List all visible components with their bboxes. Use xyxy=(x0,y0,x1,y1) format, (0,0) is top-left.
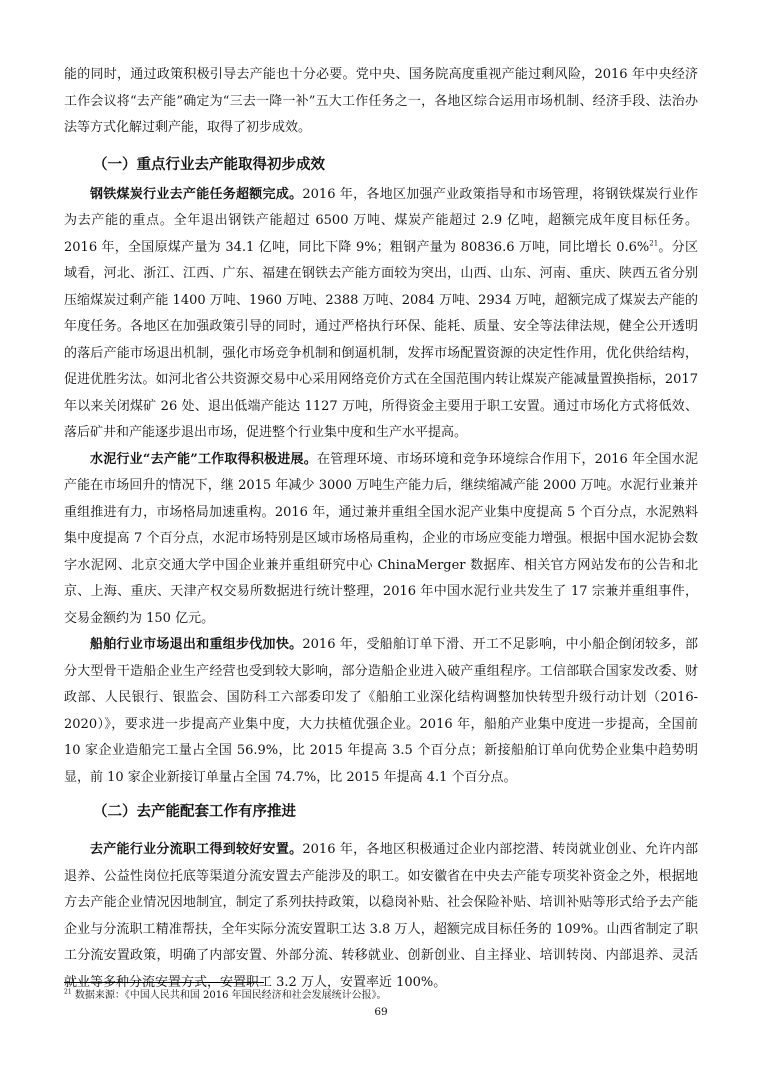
paragraph-lead: 水泥行业“去产能”工作取得积极进展。 xyxy=(90,451,317,467)
paragraph-shipbuilding xyxy=(64,632,698,791)
page-number: 69 xyxy=(374,1006,388,1018)
footnote-number: 21 xyxy=(64,988,72,996)
paragraph-worker-placement xyxy=(64,837,698,996)
section-heading-1: （一）重点行业去产能取得初步成效 xyxy=(93,156,325,173)
paragraph-text: 。分区域看，河北、浙江、江西、广东、福建在钢铁去产能方面较为突出，山西、山东、河南、重庆、陕西五省分别压缩煤炭过剩产能 1400 万吨、1960 万吨、2388 万吨、2084 万吨、2934 万吨，超额完成了煤炭去产能的年度任务。各地区在加强政策引导的同时，通过严格执行环保、能耗、质量、安全等法律法规，健全公开透明的落后产能市场退出机制，强化市场竞争机制和倒逼机制，发挥市场配置资源的决定性作用，优化供给结构，促进优胜劣汰。如河北省公共资源交易中心采用网络竞价方式在全国范围内转让煤炭产能减量置换指标，2017 年以来关闭煤矿 26 处、退出低端产能达 1127 万吨，所得资金主要用于职工安置。通过市场化方式将低效、落后矿井和产能逐步退出市场，促进整个行业集中度和生产水平提高。 xyxy=(64,239,698,440)
paragraph-lead: 船舶行业市场退出和重组步伐加快。 xyxy=(90,637,303,652)
section-heading-2: （二）去产能配套工作有序推进 xyxy=(93,804,296,820)
paragraph-steel-coal xyxy=(64,182,698,447)
footnote-ref[interactable]: 21 xyxy=(649,239,659,248)
paragraph-text: 2016 年，各地区积极通过企业内部挖潜、转岗就业创业、允许内部退养、公益性岗位托底等渠道分流安置去产能涉及的职工。如安徽省在中央去产能专项奖补资金之外，根据地方去产能企业情况因地制宜，制定了系列扶持政策，以稳岗补贴、社会保险补贴、培训补贴等形式给予去产能企业与分流职工精准帮扶，全年实际分流安置职工达 3.8 万人，超额完成目标任务的 109%。山西省制定了职工分流安置政策，明确了内部安置、外部分流、转移就业、创新创业、自主择业、培训转岗、内部退养、灵活就业等多种分流安置方式，安置职工 3.2 万人，安置率近 100%。 xyxy=(64,842,698,990)
paragraph-lead: 去产能行业分流职工得到较好安置。 xyxy=(90,842,303,857)
paragraph-lead: 钢铁煤炭行业去产能任务超额完成。 xyxy=(90,186,303,202)
page-body xyxy=(64,62,698,996)
paragraph-text: 在管理环境、市场环境和竞争环境综合作用下，2016 年全国水泥产能在市场回升的情况下，继 2015 年减少 3000 万吨生产能力后，继续缩减产能 2000 万吨。水泥行业兼并重组推进有力，市场格局加速重构。2016 年，通过兼并重组全国水泥产业集中度提高 5 个百分点，水泥熟料集中度提高 7 个百分点，水泥市场特别是区域市场格局重构，企业的市场应变能力增强。根据中国水泥协会数字水泥网、北京交通大学中国企业兼并重组研究中心 ChinaMerger 数据库、相关官方网站发布的公告和北京、上海、重庆、天津产权交易所数据进行统计整理，2016 年中国水泥行业共发生了 17 宗兼并重组事件，交易金额约为 150 亿元。 xyxy=(64,451,698,626)
footnote-divider xyxy=(64,982,264,983)
paragraph-text: 2016 年，各地区加强产业政策指导和市场管理，将钢铁煤炭行业作为去产能的重点。全年退出钢铁产能超过 6500 万吨、煤炭产能超过 2.9 亿吨，超额完成年度目标任务。2016 年，全国原煤产量为 34.1 亿吨，同比下降 9%；粗钢产量为 80836.6 万吨，同比增长 0.6% xyxy=(64,186,698,255)
footnote xyxy=(64,988,698,1004)
intro-paragraph: 能的同时，通过政策积极引导去产能也十分必要。党中央、国务院高度重视产能过剩风险，2016 年中央经济工作会议将“去产能”确定为“三去一降一补”五大工作任务之一，各地区综合运用市场机制、经济手段、法治办法等方式化解过剩产能，取得了初步成效。 xyxy=(64,67,698,135)
paragraph-cement xyxy=(64,447,698,633)
paragraph-text: 2016 年，受船舶订单下滑、开工不足影响，中小船企倒闭较多，部分大型骨干造船企业生产经营也受到较大影响，部分造船企业进入破产重组程序。工信部联合国家发改委、财政部、人民银行、银监会、国防科工六部委印发了《船舶工业深化结构调整加快转型升级行动计划（2016-2020）》，要求进一步提高产业集中度，大力扶植优强企业。2016 年，船舶产业集中度进一步提高，全国前 10 家企业造船完工量占全国 56.9%，比 2015 年提高 3.5 个百分点；新接船舶订单向优势企业集中趋势明显，前 10 家企业新接订单量占全国 74.7%，比 2015 年提高 4.1 个百分点。 xyxy=(64,637,698,785)
footnote-text: 数据来源：《中国人民共和国 2016 年国民经济和社会发展统计公报》。 xyxy=(74,990,387,1001)
